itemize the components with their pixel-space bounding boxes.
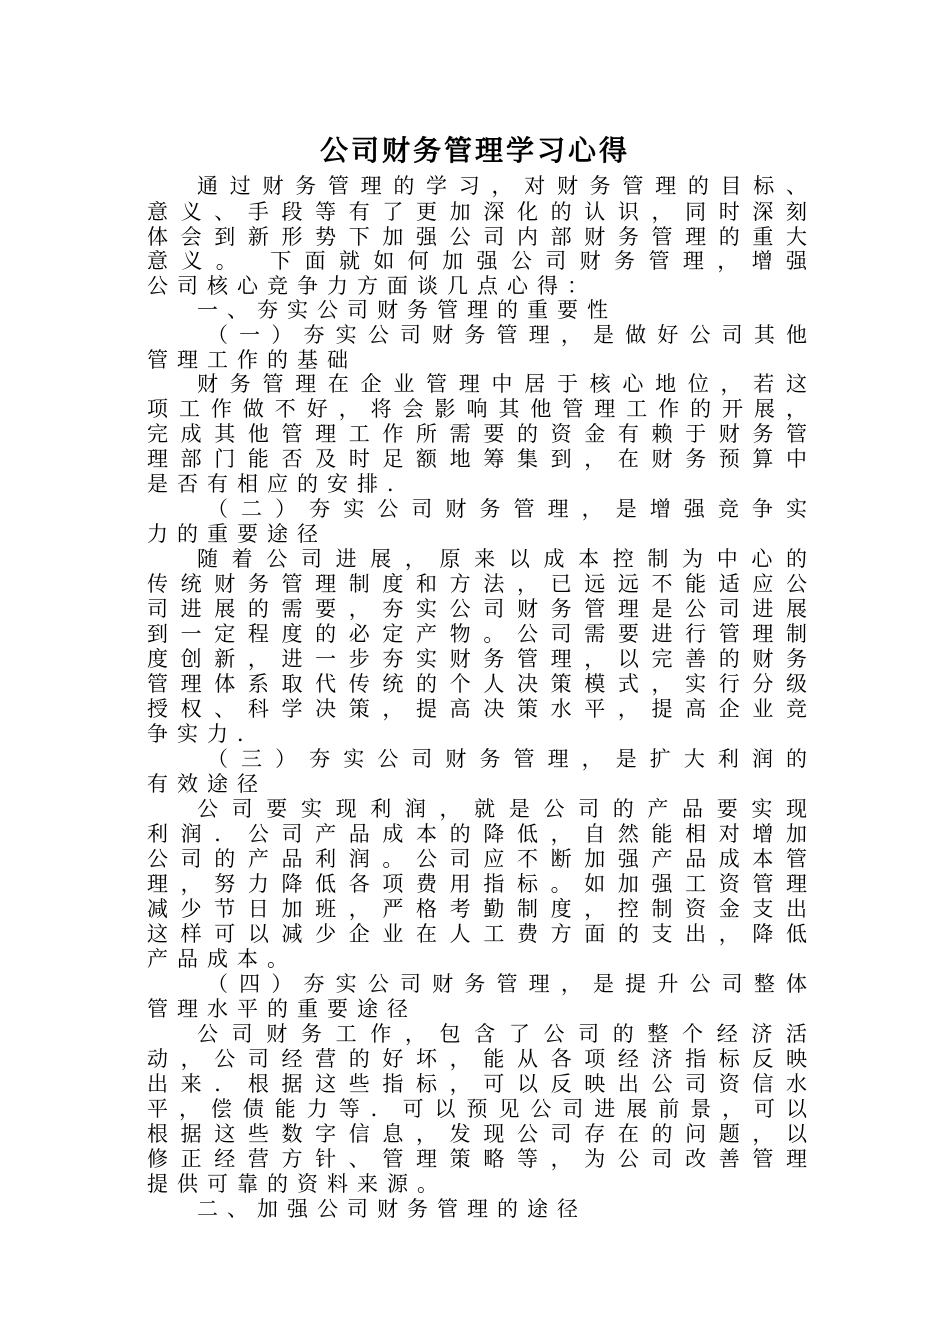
paragraph-line: 司进展的需要，夯实公司财务管理是公司进展 <box>147 597 807 621</box>
paragraph-line: 产品成本。 <box>147 947 297 971</box>
paragraph-line: 完成其他管理工作所需要的资金有赖于财务管 <box>147 422 807 446</box>
paragraph-line: 度创新，进一步夯实财务管理，以完善的财务 <box>147 647 807 671</box>
subsection-heading: 有效途径 <box>147 772 267 796</box>
paragraph-line: 理部门能否及时足额地筹集到，在财务预算中 <box>147 447 807 471</box>
subsection-heading: 力的重要途径 <box>147 522 327 546</box>
paragraph-line: 利润．公司产品成本的降低，自然能相对增加 <box>147 822 807 846</box>
paragraph-line: 意义、手段等有了更加深化的认识，同时深刻 <box>147 200 807 224</box>
subsection-heading: （四）夯实公司财务管理，是提升公司整体 <box>207 972 807 996</box>
paragraph-line: 平，偿债能力等．可以预见公司进展前景，可以 <box>147 1097 807 1121</box>
paragraph-line: 体会到新形势下加强公司内部财务管理的重大 <box>147 225 807 249</box>
paragraph-line: 公司核心竞争力方面谈几点心得： <box>147 274 597 298</box>
paragraph-line: 是否有相应的安排． <box>147 472 417 496</box>
paragraph-line: 意义。 下面就如何加强公司财务管理，增强 <box>147 249 807 273</box>
paragraph-line: 减少节日加班，严格考勤制度，控制资金支出 <box>147 897 807 921</box>
paragraph-line: 管理体系取代传统的个人决策模式，实行分级 <box>147 672 807 696</box>
paragraph-line: 这样可以减少企业在人工费方面的支出，降低 <box>147 922 807 946</box>
paragraph-line: 提供可靠的资料来源。 <box>147 1172 447 1196</box>
paragraph-line: 出来．根据这些指标，可以反映出公司资信水 <box>147 1072 807 1096</box>
paragraph-line: 修正经营方针、管理策略等，为公司改善管理 <box>147 1147 807 1171</box>
paragraph-line: 公司财务工作，包含了公司的整个经济活 <box>197 1022 807 1046</box>
paragraph-line: 根据这些数字信息，发现公司存在的问题，以 <box>147 1122 807 1146</box>
paragraph-line: 项工作做不好，将会影响其他管理工作的开展， <box>147 397 807 421</box>
section-heading: 二、加强公司财务管理的途径 <box>197 1197 587 1221</box>
document-title: 公司财务管理学习心得 <box>319 134 630 167</box>
paragraph-line: 争实力． <box>147 722 267 746</box>
paragraph-line: 随着公司进展，原来以成本控制为中心的 <box>197 547 807 571</box>
paragraph-line: 公司的产品利润。公司应不断加强产品成本管 <box>147 847 807 871</box>
paragraph-line: 通过财务管理的学习，对财务管理的目标、 <box>197 174 807 198</box>
subsection-heading: 管理工作的基础 <box>147 348 357 372</box>
paragraph-line: 动，公司经营的好坏，能从各项经济指标反映 <box>147 1047 807 1071</box>
paragraph-line: 理，努力降低各项费用指标。如加强工资管理 <box>147 872 807 896</box>
paragraph-line: 财务管理在企业管理中居于核心地位，若这 <box>197 372 807 396</box>
paragraph-line: 到一定程度的必定产物。公司需要进行管理制 <box>147 622 807 646</box>
paragraph-line: 授权、科学决策，提高决策水平，提高企业竞 <box>147 697 807 721</box>
paragraph-line: 公司要实现利润，就是公司的产品要实现 <box>197 797 807 821</box>
subsection-heading: （二）夯实公司财务管理，是增强竞争实 <box>207 497 807 521</box>
paragraph-line: 传统财务管理制度和方法，已远远不能适应公 <box>147 572 807 596</box>
subsection-heading: （三）夯实公司财务管理，是扩大利润的 <box>207 747 807 771</box>
subsection-heading: （一）夯实公司财务管理，是做好公司其他 <box>207 323 807 347</box>
subsection-heading: 管理水平的重要途径 <box>147 997 417 1021</box>
section-heading: 一、夯实公司财务管理的重要性 <box>197 298 617 322</box>
